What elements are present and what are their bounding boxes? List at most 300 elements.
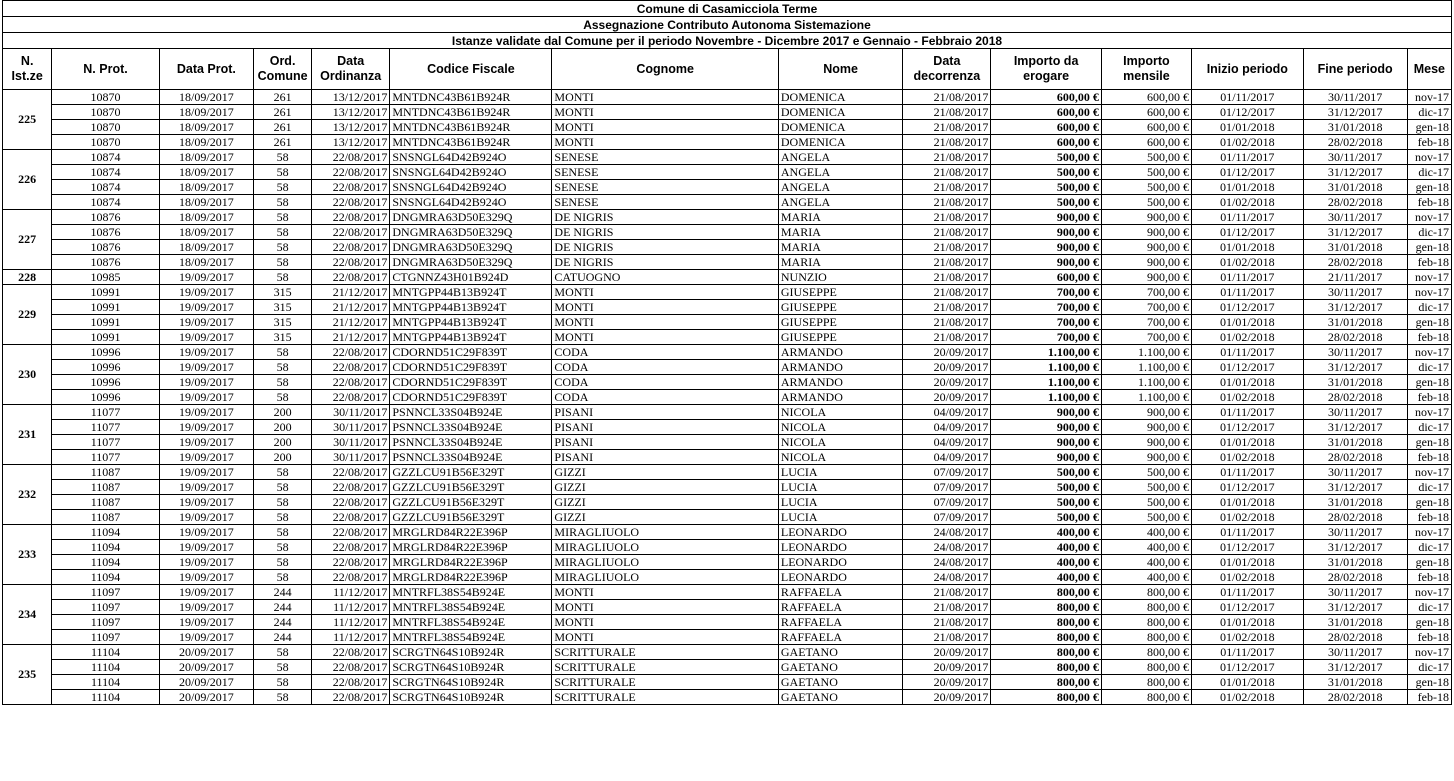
ordinance-number-cell: 58 (254, 270, 312, 285)
name-cell: GIUSEPPE (778, 330, 902, 345)
month-cell: feb-18 (1407, 630, 1451, 645)
ordinance-date-cell: 22/08/2017 (312, 210, 390, 225)
prot-number-cell: 10874 (52, 150, 159, 165)
start-date-cell: 24/08/2017 (903, 540, 991, 555)
period-end-cell: 30/11/2017 (1303, 90, 1407, 105)
month-cell: dic-17 (1407, 600, 1451, 615)
prot-number-cell: 10874 (52, 195, 159, 210)
surname-cell: CODA (552, 360, 778, 375)
period-start-cell: 01/02/2018 (1192, 570, 1304, 585)
prot-number-cell: 11097 (52, 615, 159, 630)
name-cell: DOMENICA (778, 135, 902, 150)
ordinance-date-cell: 13/12/2017 (312, 105, 390, 120)
prot-number-cell: 10996 (52, 375, 159, 390)
monthly-amount-cell: 500,00 € (1101, 510, 1191, 525)
surname-cell: PISANI (552, 420, 778, 435)
surname-cell: MONTI (552, 90, 778, 105)
prot-number-cell: 11077 (52, 435, 159, 450)
fiscal-code-cell: CDORND51C29F839T (390, 360, 552, 375)
start-date-cell: 21/08/2017 (903, 585, 991, 600)
ordinance-date-cell: 22/08/2017 (312, 165, 390, 180)
column-header: Data decorrenza (903, 49, 991, 90)
monthly-amount-cell: 900,00 € (1101, 450, 1191, 465)
period-end-cell: 28/02/2018 (1303, 450, 1407, 465)
fiscal-code-cell: SNSNGL64D42B924O (390, 180, 552, 195)
column-header: N. Ist.ze (3, 49, 52, 90)
table-body (3, 90, 1452, 705)
ordinance-date-cell: 11/12/2017 (312, 600, 390, 615)
fiscal-code-cell: MNTDNC43B61B924R (390, 120, 552, 135)
ordinance-number-cell: 58 (254, 165, 312, 180)
start-date-cell: 20/09/2017 (903, 345, 991, 360)
ordinance-date-cell: 22/08/2017 (312, 510, 390, 525)
start-date-cell: 07/09/2017 (903, 465, 991, 480)
ordinance-number-cell: 58 (254, 480, 312, 495)
fiscal-code-cell: MNTGPP44B13B924T (390, 285, 552, 300)
surname-cell: CODA (552, 345, 778, 360)
period-start-cell: 01/02/2018 (1192, 630, 1304, 645)
ordinance-number-cell: 58 (254, 390, 312, 405)
period-start-cell: 01/02/2018 (1192, 330, 1304, 345)
month-cell: nov-17 (1407, 90, 1451, 105)
ordinance-date-cell: 22/08/2017 (312, 690, 390, 705)
fiscal-code-cell: CTGNNZ43H01B924D (390, 270, 552, 285)
start-date-cell: 21/08/2017 (903, 135, 991, 150)
amount-cell: 700,00 € (991, 285, 1102, 300)
monthly-amount-cell: 800,00 € (1101, 615, 1191, 630)
surname-cell: GIZZI (552, 495, 778, 510)
fiscal-code-cell: SNSNGL64D42B924O (390, 165, 552, 180)
spreadsheet-document (2, 0, 1452, 705)
surname-cell: PISANI (552, 435, 778, 450)
prot-number-cell: 11077 (52, 405, 159, 420)
column-header: Inizio periodo (1192, 49, 1304, 90)
table-row (3, 570, 1452, 585)
ordinance-number-cell: 58 (254, 540, 312, 555)
instance-number-cell: 229 (3, 285, 52, 345)
name-cell: LUCIA (778, 495, 902, 510)
start-date-cell: 21/08/2017 (903, 630, 991, 645)
surname-cell: MONTI (552, 135, 778, 150)
prot-number-cell: 11104 (52, 675, 159, 690)
prot-date-cell: 19/09/2017 (159, 285, 253, 300)
ordinance-number-cell: 58 (254, 240, 312, 255)
start-date-cell: 21/08/2017 (903, 330, 991, 345)
table-row (3, 420, 1452, 435)
start-date-cell: 24/08/2017 (903, 525, 991, 540)
prot-date-cell: 19/09/2017 (159, 480, 253, 495)
period-end-cell: 31/01/2018 (1303, 495, 1407, 510)
table-row (3, 255, 1452, 270)
period-end-cell: 30/11/2017 (1303, 525, 1407, 540)
period-start-cell: 01/02/2018 (1192, 690, 1304, 705)
ordinance-number-cell: 58 (254, 345, 312, 360)
name-cell: ANGELA (778, 180, 902, 195)
period-end-cell: 31/01/2018 (1303, 315, 1407, 330)
period-end-cell: 28/02/2018 (1303, 255, 1407, 270)
monthly-amount-cell: 500,00 € (1101, 465, 1191, 480)
ordinance-date-cell: 22/08/2017 (312, 150, 390, 165)
monthly-amount-cell: 400,00 € (1101, 525, 1191, 540)
period-start-cell: 01/12/2017 (1192, 600, 1304, 615)
prot-number-cell: 10876 (52, 225, 159, 240)
monthly-amount-cell: 800,00 € (1101, 585, 1191, 600)
ordinance-date-cell: 13/12/2017 (312, 90, 390, 105)
prot-date-cell: 19/09/2017 (159, 270, 253, 285)
ordinance-date-cell: 13/12/2017 (312, 120, 390, 135)
surname-cell: DE NIGRIS (552, 225, 778, 240)
table-row (3, 450, 1452, 465)
ordinance-date-cell: 22/08/2017 (312, 345, 390, 360)
table-row (3, 150, 1452, 165)
surname-cell: MIRAGLIUOLO (552, 570, 778, 585)
amount-cell: 400,00 € (991, 555, 1102, 570)
period-start-cell: 01/12/2017 (1192, 300, 1304, 315)
period-start-cell: 01/12/2017 (1192, 660, 1304, 675)
table-row (3, 210, 1452, 225)
period-end-cell: 28/02/2018 (1303, 390, 1407, 405)
monthly-amount-cell: 700,00 € (1101, 315, 1191, 330)
surname-cell: MONTI (552, 585, 778, 600)
period-end-cell: 31/12/2017 (1303, 225, 1407, 240)
monthly-amount-cell: 900,00 € (1101, 210, 1191, 225)
amount-cell: 800,00 € (991, 675, 1102, 690)
name-cell: LEONARDO (778, 540, 902, 555)
month-cell: gen-18 (1407, 315, 1451, 330)
period-start-cell: 01/11/2017 (1192, 210, 1304, 225)
instance-number-cell: 234 (3, 585, 52, 645)
month-cell: dic-17 (1407, 360, 1451, 375)
table-row (3, 435, 1452, 450)
start-date-cell: 21/08/2017 (903, 240, 991, 255)
fiscal-code-cell: GZZLCU91B56E329T (390, 465, 552, 480)
amount-cell: 600,00 € (991, 90, 1102, 105)
amount-cell: 900,00 € (991, 405, 1102, 420)
name-cell: ANGELA (778, 165, 902, 180)
table-row (3, 165, 1452, 180)
prot-date-cell: 19/09/2017 (159, 435, 253, 450)
surname-cell: SCRITTURALE (552, 660, 778, 675)
amount-cell: 500,00 € (991, 195, 1102, 210)
period-end-cell: 30/11/2017 (1303, 150, 1407, 165)
month-cell: nov-17 (1407, 585, 1451, 600)
ordinance-number-cell: 200 (254, 450, 312, 465)
fiscal-code-cell: MNTRFL38S54B924E (390, 600, 552, 615)
name-cell: ANGELA (778, 150, 902, 165)
ordinance-number-cell: 261 (254, 105, 312, 120)
period-end-cell: 28/02/2018 (1303, 690, 1407, 705)
surname-cell: DE NIGRIS (552, 210, 778, 225)
ordinance-number-cell: 58 (254, 375, 312, 390)
prot-number-cell: 10874 (52, 165, 159, 180)
column-header-row (3, 49, 1452, 90)
prot-date-cell: 19/09/2017 (159, 345, 253, 360)
table-row (3, 105, 1452, 120)
month-cell: feb-18 (1407, 195, 1451, 210)
period-end-cell: 31/01/2018 (1303, 240, 1407, 255)
prot-date-cell: 19/09/2017 (159, 300, 253, 315)
name-cell: MARIA (778, 240, 902, 255)
start-date-cell: 20/09/2017 (903, 645, 991, 660)
amount-cell: 800,00 € (991, 660, 1102, 675)
amount-cell: 800,00 € (991, 645, 1102, 660)
fiscal-code-cell: MNTRFL38S54B924E (390, 615, 552, 630)
prot-number-cell: 10996 (52, 360, 159, 375)
surname-cell: MONTI (552, 285, 778, 300)
ordinance-date-cell: 13/12/2017 (312, 135, 390, 150)
name-cell: LEONARDO (778, 555, 902, 570)
fiscal-code-cell: MRGLRD84R22E396P (390, 525, 552, 540)
table-row (3, 240, 1452, 255)
monthly-amount-cell: 800,00 € (1101, 690, 1191, 705)
prot-number-cell: 10991 (52, 330, 159, 345)
amount-cell: 600,00 € (991, 270, 1102, 285)
table-row (3, 90, 1452, 105)
start-date-cell: 21/08/2017 (903, 150, 991, 165)
surname-cell: MIRAGLIUOLO (552, 540, 778, 555)
start-date-cell: 21/08/2017 (903, 600, 991, 615)
fiscal-code-cell: MNTRFL38S54B924E (390, 585, 552, 600)
name-cell: LEONARDO (778, 525, 902, 540)
column-header: Codice Fiscale (390, 49, 552, 90)
period-start-cell: 01/11/2017 (1192, 285, 1304, 300)
fiscal-code-cell: SNSNGL64D42B924O (390, 195, 552, 210)
table-row (3, 675, 1452, 690)
amount-cell: 900,00 € (991, 450, 1102, 465)
surname-cell: SENESE (552, 150, 778, 165)
period-end-cell: 31/12/2017 (1303, 600, 1407, 615)
fiscal-code-cell: MNTDNC43B61B924R (390, 105, 552, 120)
prot-date-cell: 18/09/2017 (159, 135, 253, 150)
instance-number-cell: 226 (3, 150, 52, 210)
amount-cell: 1.100,00 € (991, 375, 1102, 390)
name-cell: GAETANO (778, 660, 902, 675)
start-date-cell: 07/09/2017 (903, 510, 991, 525)
amount-cell: 800,00 € (991, 615, 1102, 630)
period-start-cell: 01/11/2017 (1192, 645, 1304, 660)
prot-date-cell: 18/09/2017 (159, 255, 253, 270)
period-end-cell: 31/12/2017 (1303, 540, 1407, 555)
prot-number-cell: 10870 (52, 105, 159, 120)
prot-number-cell: 10876 (52, 240, 159, 255)
period-start-cell: 01/02/2018 (1192, 390, 1304, 405)
period-end-cell: 31/12/2017 (1303, 660, 1407, 675)
surname-cell: GIZZI (552, 510, 778, 525)
fiscal-code-cell: MNTRFL38S54B924E (390, 630, 552, 645)
month-cell: nov-17 (1407, 645, 1451, 660)
prot-date-cell: 19/09/2017 (159, 450, 253, 465)
ordinance-date-cell: 22/08/2017 (312, 465, 390, 480)
surname-cell: MONTI (552, 600, 778, 615)
prot-number-cell: 11104 (52, 660, 159, 675)
amount-cell: 700,00 € (991, 330, 1102, 345)
ordinance-date-cell: 22/08/2017 (312, 375, 390, 390)
prot-number-cell: 11097 (52, 585, 159, 600)
grant-table (2, 0, 1452, 705)
table-row (3, 405, 1452, 420)
ordinance-number-cell: 58 (254, 150, 312, 165)
amount-cell: 400,00 € (991, 570, 1102, 585)
table-row (3, 330, 1452, 345)
amount-cell: 500,00 € (991, 465, 1102, 480)
ordinance-number-cell: 58 (254, 465, 312, 480)
table-row (3, 615, 1452, 630)
monthly-amount-cell: 1.100,00 € (1101, 375, 1191, 390)
period-start-cell: 01/12/2017 (1192, 225, 1304, 240)
ordinance-number-cell: 261 (254, 135, 312, 150)
start-date-cell: 04/09/2017 (903, 405, 991, 420)
fiscal-code-cell: DNGMRA63D50E329Q (390, 255, 552, 270)
monthly-amount-cell: 500,00 € (1101, 180, 1191, 195)
prot-date-cell: 20/09/2017 (159, 675, 253, 690)
fiscal-code-cell: MRGLRD84R22E396P (390, 555, 552, 570)
prot-date-cell: 19/09/2017 (159, 555, 253, 570)
start-date-cell: 21/08/2017 (903, 300, 991, 315)
name-cell: DOMENICA (778, 105, 902, 120)
prot-number-cell: 10876 (52, 210, 159, 225)
month-cell: feb-18 (1407, 390, 1451, 405)
table-row (3, 345, 1452, 360)
table-row (3, 660, 1452, 675)
name-cell: ARMANDO (778, 345, 902, 360)
monthly-amount-cell: 400,00 € (1101, 555, 1191, 570)
ordinance-date-cell: 30/11/2017 (312, 420, 390, 435)
monthly-amount-cell: 400,00 € (1101, 540, 1191, 555)
period-start-cell: 01/02/2018 (1192, 450, 1304, 465)
monthly-amount-cell: 800,00 € (1101, 660, 1191, 675)
prot-number-cell: 10874 (52, 180, 159, 195)
ordinance-number-cell: 58 (254, 675, 312, 690)
period-end-cell: 31/01/2018 (1303, 675, 1407, 690)
start-date-cell: 04/09/2017 (903, 450, 991, 465)
amount-cell: 700,00 € (991, 300, 1102, 315)
prot-number-cell: 11097 (52, 630, 159, 645)
ordinance-date-cell: 21/12/2017 (312, 315, 390, 330)
table-row (3, 645, 1452, 660)
prot-date-cell: 18/09/2017 (159, 195, 253, 210)
period-start-cell: 01/11/2017 (1192, 270, 1304, 285)
amount-cell: 900,00 € (991, 240, 1102, 255)
instance-number-cell: 225 (3, 90, 52, 150)
start-date-cell: 21/08/2017 (903, 195, 991, 210)
prot-date-cell: 18/09/2017 (159, 105, 253, 120)
ordinance-date-cell: 11/12/2017 (312, 615, 390, 630)
document-title: Comune di Casamicciola Terme (3, 1, 1452, 17)
prot-number-cell: 11094 (52, 570, 159, 585)
monthly-amount-cell: 600,00 € (1101, 90, 1191, 105)
ordinance-date-cell: 22/08/2017 (312, 495, 390, 510)
ordinance-date-cell: 22/08/2017 (312, 480, 390, 495)
monthly-amount-cell: 500,00 € (1101, 165, 1191, 180)
prot-number-cell: 10991 (52, 300, 159, 315)
prot-date-cell: 19/09/2017 (159, 630, 253, 645)
name-cell: LUCIA (778, 480, 902, 495)
fiscal-code-cell: MNTDNC43B61B924R (390, 135, 552, 150)
start-date-cell: 07/09/2017 (903, 480, 991, 495)
month-cell: nov-17 (1407, 270, 1451, 285)
monthly-amount-cell: 900,00 € (1101, 405, 1191, 420)
fiscal-code-cell: GZZLCU91B56E329T (390, 510, 552, 525)
amount-cell: 500,00 € (991, 480, 1102, 495)
amount-cell: 800,00 € (991, 630, 1102, 645)
prot-number-cell: 11087 (52, 465, 159, 480)
period-start-cell: 01/12/2017 (1192, 420, 1304, 435)
surname-cell: PISANI (552, 405, 778, 420)
amount-cell: 900,00 € (991, 435, 1102, 450)
amount-cell: 1.100,00 € (991, 360, 1102, 375)
surname-cell: GIZZI (552, 465, 778, 480)
period-end-cell: 31/01/2018 (1303, 615, 1407, 630)
column-header: Cognome (552, 49, 778, 90)
period-end-cell: 28/02/2018 (1303, 195, 1407, 210)
month-cell: dic-17 (1407, 300, 1451, 315)
period-end-cell: 30/11/2017 (1303, 405, 1407, 420)
amount-cell: 600,00 € (991, 135, 1102, 150)
fiscal-code-cell: MRGLRD84R22E396P (390, 570, 552, 585)
name-cell: LEONARDO (778, 570, 902, 585)
monthly-amount-cell: 900,00 € (1101, 435, 1191, 450)
period-start-cell: 01/01/2018 (1192, 675, 1304, 690)
column-header: Fine periodo (1303, 49, 1407, 90)
name-cell: NICOLA (778, 450, 902, 465)
ordinance-number-cell: 315 (254, 285, 312, 300)
fiscal-code-cell: SCRGTN64S10B924R (390, 645, 552, 660)
month-cell: nov-17 (1407, 465, 1451, 480)
document-subtitle: Assegnazione Contributo Autonoma Sistemazione (3, 17, 1452, 33)
fiscal-code-cell: CDORND51C29F839T (390, 345, 552, 360)
start-date-cell: 21/08/2017 (903, 210, 991, 225)
monthly-amount-cell: 600,00 € (1101, 120, 1191, 135)
amount-cell: 800,00 € (991, 690, 1102, 705)
name-cell: DOMENICA (778, 120, 902, 135)
start-date-cell: 20/09/2017 (903, 660, 991, 675)
surname-cell: PISANI (552, 450, 778, 465)
prot-date-cell: 18/09/2017 (159, 90, 253, 105)
period-start-cell: 01/12/2017 (1192, 540, 1304, 555)
monthly-amount-cell: 800,00 € (1101, 645, 1191, 660)
ordinance-number-cell: 58 (254, 210, 312, 225)
amount-cell: 800,00 € (991, 600, 1102, 615)
ordinance-date-cell: 21/12/2017 (312, 300, 390, 315)
surname-cell: MONTI (552, 315, 778, 330)
period-start-cell: 01/01/2018 (1192, 375, 1304, 390)
fiscal-code-cell: MNTGPP44B13B924T (390, 330, 552, 345)
month-cell: gen-18 (1407, 240, 1451, 255)
monthly-amount-cell: 600,00 € (1101, 135, 1191, 150)
surname-cell: MONTI (552, 615, 778, 630)
amount-cell: 900,00 € (991, 255, 1102, 270)
prot-date-cell: 19/09/2017 (159, 330, 253, 345)
month-cell: nov-17 (1407, 405, 1451, 420)
ordinance-date-cell: 22/08/2017 (312, 525, 390, 540)
prot-date-cell: 19/09/2017 (159, 360, 253, 375)
prot-date-cell: 18/09/2017 (159, 165, 253, 180)
table-row (3, 180, 1452, 195)
ordinance-date-cell: 21/12/2017 (312, 330, 390, 345)
period-start-cell: 01/01/2018 (1192, 120, 1304, 135)
period-end-cell: 31/12/2017 (1303, 420, 1407, 435)
start-date-cell: 21/08/2017 (903, 315, 991, 330)
name-cell: RAFFAELA (778, 630, 902, 645)
column-header: Data Ordinanza (312, 49, 390, 90)
name-cell: RAFFAELA (778, 585, 902, 600)
prot-date-cell: 19/09/2017 (159, 570, 253, 585)
period-end-cell: 30/11/2017 (1303, 585, 1407, 600)
period-start-cell: 01/02/2018 (1192, 135, 1304, 150)
month-cell: dic-17 (1407, 660, 1451, 675)
prot-date-cell: 20/09/2017 (159, 660, 253, 675)
amount-cell: 800,00 € (991, 585, 1102, 600)
